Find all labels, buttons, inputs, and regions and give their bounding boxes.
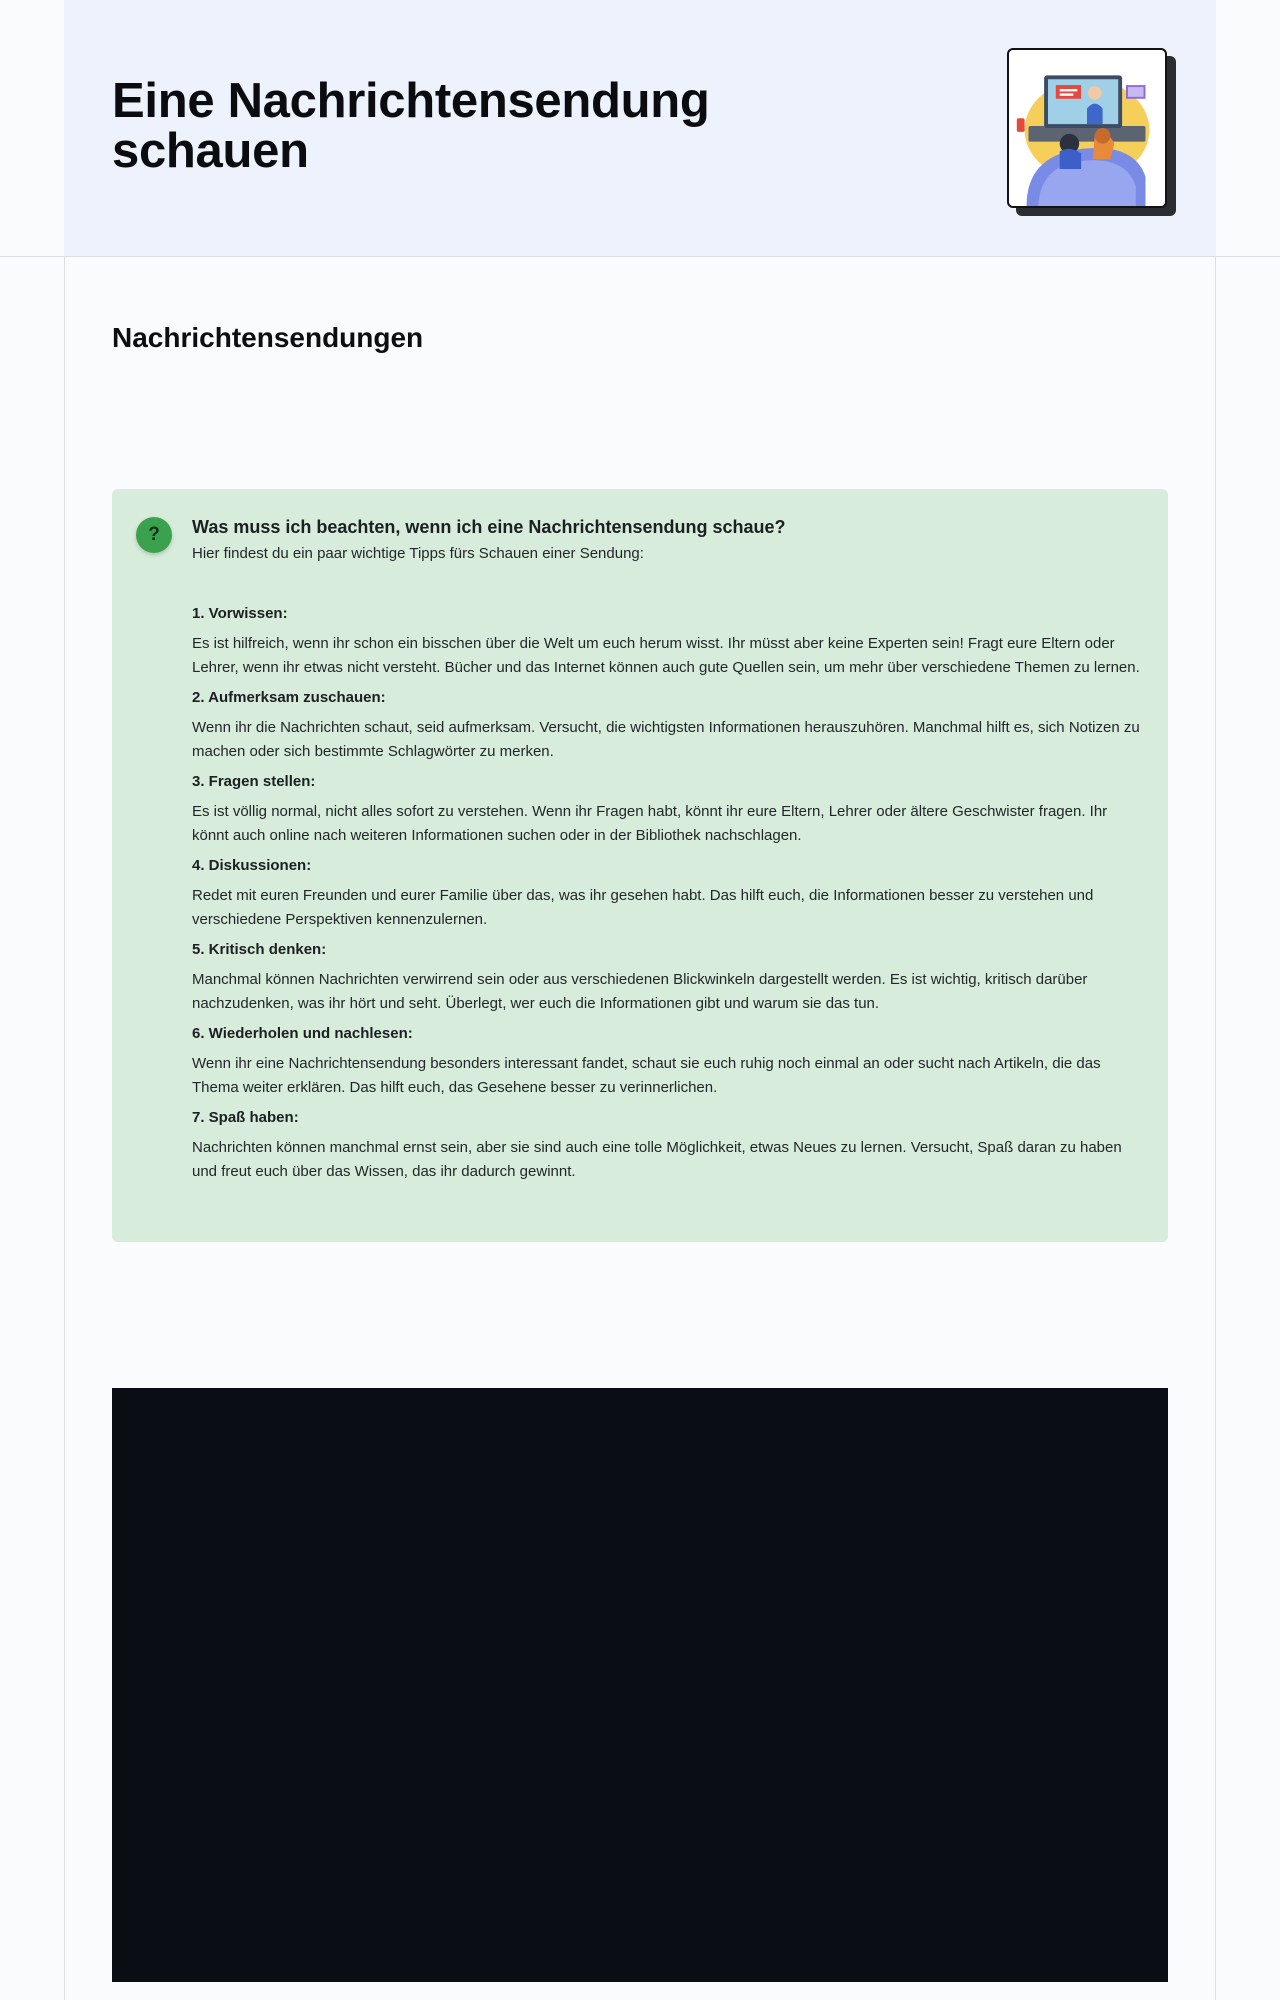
left-rail-line [64, 0, 65, 2000]
tip-title: 3. Fragen stellen: [192, 773, 316, 790]
tip-text: Nachrichten können manchmal ernst sein, aber sie sind auch eine tolle Möglichkeit, etwas Neues zu lernen. Versucht, Spaß daran zu haben und freut euch über das Wissen, das ihr dadurch gewinnt. [192, 1139, 1122, 1180]
tips-list [192, 602, 1142, 1184]
callout-intro: Hier findest du ein paar wichtige Tipps fürs Schauen einer Sendung: [192, 545, 644, 562]
tip-text: Es ist hilfreich, wenn ihr schon ein bisschen über die Welt um euch herum wisst. Ihr müsst aber keine Experten sein! Fragt eure Eltern oder Lehrer, wenn ihr etwas nicht versteht. Bücher und das Internet können auch gute Quellen sein, um mehr über verschiedene Themen zu lernen. [192, 635, 1140, 676]
section-title: Nachrichtensendungen [112, 322, 424, 353]
tip-title: 2. Aufmerksam zuschauen: [192, 689, 386, 706]
tip-text: Manchmal können Nachrichten verwirrend sein oder aus verschiedenen Blickwinkeln dargestellt werden. Es ist wichtig, kritisch darüber nachzudenken, was ihr hört und seht. Überlegt, wer euch die Informationen gibt und warum sie das tun. [192, 971, 1088, 1012]
callout-body [192, 515, 1142, 1184]
right-rail-line [1215, 0, 1216, 2000]
tip-title: 5. Kritisch denken: [192, 941, 327, 958]
callout-heading: Was muss ich beachten, wenn ich eine Nachrichtensendung schaue? [192, 517, 786, 537]
tip-title: 1. Vorwissen: [192, 605, 288, 622]
tip-text: Redet mit euren Freunden und eurer Familie über das, was ihr gesehen habt. Das hilft euch, die Informationen besser zu verstehen und verschiedene Perspektiven kennenzulernen. [192, 887, 1094, 928]
header-banner [64, 0, 1216, 256]
tip-text: Wenn ihr die Nachrichten schaut, seid aufmerksam. Versucht, die wichtigsten Informationen herauszuhören. Manchmal hilft es, sich Notizen zu machen oder sich bestimmte Schlagwörter zu merken. [192, 719, 1140, 760]
tip-text: Es ist völlig normal, nicht alles sofort zu verstehen. Wenn ihr Fragen habt, könnt ihr eure Eltern, Lehrer oder ältere Geschwister fragen. Ihr könnt auch online nach weiteren Informationen suchen oder in der Bibliothek nachschlagen. [192, 803, 1108, 844]
video-player[interactable] [112, 1388, 1168, 1982]
tip-title: 7. Spaß haben: [192, 1109, 299, 1126]
tip-title: 4. Diskussionen: [192, 857, 312, 874]
question-icon: ? [136, 517, 172, 553]
tips-callout [112, 489, 1168, 1242]
tip-text: Wenn ihr eine Nachrichtensendung besonders interessant fandet, schaut sie euch ruhig noch einmal an oder sucht nach Artikeln, die das Thema weiter erklären. Das hilft euch, das Gesehene besser zu verinnerlichen. [192, 1055, 1101, 1096]
page-header [0, 0, 1280, 257]
news-illustration-icon [1007, 48, 1167, 208]
tip-title: 6. Wiederholen und nachlesen: [192, 1025, 413, 1042]
page-title: Eine Nachrichtensendung schauen [112, 74, 710, 178]
